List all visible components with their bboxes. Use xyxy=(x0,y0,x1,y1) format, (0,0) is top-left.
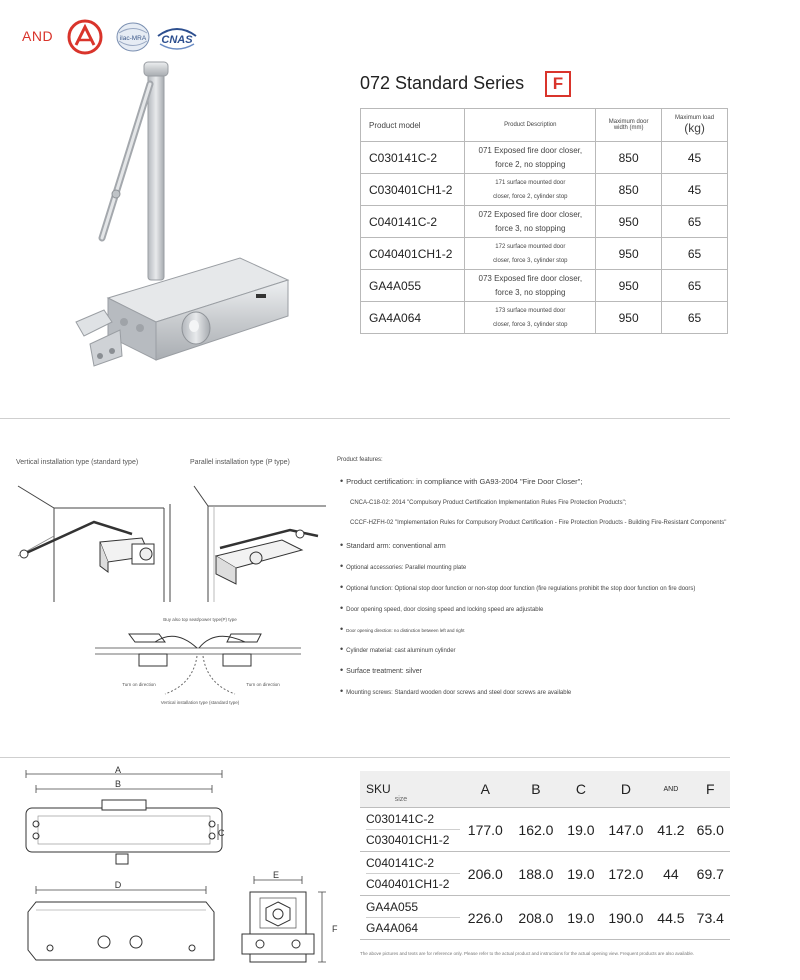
dimension-drawing-front xyxy=(14,764,246,974)
series-title: 072 Standard Series xyxy=(360,73,525,93)
row-d: 172.0 xyxy=(601,852,652,896)
row-d: 190.0 xyxy=(601,896,652,940)
row-sku: C040141C-2 C040401CH1-2 xyxy=(360,852,460,896)
row-e: 41.2 xyxy=(651,808,690,852)
row-d: 147.0 xyxy=(601,808,652,852)
row-f: 65.0 xyxy=(691,808,730,852)
header-c: C xyxy=(561,771,600,808)
row-description: 173 surface mounted door closer, force 3, cylinder stop xyxy=(465,302,596,334)
row-width: 950 xyxy=(596,270,662,302)
features-title: Product features: xyxy=(337,457,383,463)
spec-header-row xyxy=(361,109,728,142)
row-description: 171 surface mounted door closer, force 2, cylinder stop xyxy=(465,174,596,206)
table-row xyxy=(360,896,730,940)
ilac-logo-text: ilac-MRA xyxy=(119,35,147,42)
header-max-load-load: load xyxy=(702,115,715,121)
row-description: 072 Exposed fire door closer, force 3, no stopping xyxy=(465,206,596,238)
list-item: • Door opening direction: no distinction between left and right xyxy=(340,624,465,634)
list-item: • Product certification: in compliance with GA93-2004 "Fire Door Closer"; xyxy=(340,476,583,486)
row-model: C030141C-2 xyxy=(361,142,465,174)
door-closer-product-image xyxy=(60,60,300,380)
row-c: 19.0 xyxy=(561,808,600,852)
row-model: GA4A055 xyxy=(361,270,465,302)
header-max-load-top: Maximum xyxy=(675,115,702,121)
row-a: 177.0 xyxy=(460,808,511,852)
door-opening-top-view-diagram xyxy=(95,612,305,708)
dim-d-label: D xyxy=(114,880,122,890)
list-item: • Surface treatment: silver xyxy=(340,665,423,675)
list-item: CNCA-C18-02: 2014 "Compulsory Product Certification Implementation Rules Fire Protection Products"; xyxy=(350,500,627,506)
section-divider xyxy=(0,757,730,758)
header-and: AND xyxy=(651,771,690,808)
header-f: F xyxy=(691,771,730,808)
list-item: • Door opening speed, door closing speed and locking speed are adjustable xyxy=(340,603,544,613)
header-max-width xyxy=(596,109,662,142)
header-a: A xyxy=(460,771,511,808)
row-f: 73.4 xyxy=(691,896,730,940)
row-a: 226.0 xyxy=(460,896,511,940)
ilac-mra-logo xyxy=(114,20,152,54)
dim-a-label: A xyxy=(114,765,122,775)
row-description: 073 Exposed fire door closer, force 3, no stopping xyxy=(465,270,596,302)
row-model: C040141C-2 xyxy=(361,206,465,238)
ccc-certification-logo xyxy=(66,18,104,56)
header-max-width-bottom: width (mm) xyxy=(613,125,644,131)
left-direction-label: Turn on direction xyxy=(122,682,156,687)
bottom-installation-note: Vertical installation type (standard type) xyxy=(160,700,240,705)
row-width: 850 xyxy=(596,174,662,206)
row-b: 162.0 xyxy=(511,808,562,852)
header-max-width-top: Maximum door xyxy=(608,119,649,125)
row-model: C040401CH1-2 xyxy=(361,238,465,270)
header-size-sub: size xyxy=(394,796,408,803)
table-row xyxy=(361,270,728,302)
header-product-model: Product model xyxy=(361,109,465,142)
row-sku: GA4A055 GA4A064 xyxy=(360,896,460,940)
header-max-load-unit: (kg) xyxy=(684,121,705,135)
row-description: 172 surface mounted door closer, force 3, cylinder stop xyxy=(465,238,596,270)
header-product-description: Product Description xyxy=(465,109,596,142)
size-table xyxy=(360,771,730,940)
row-load: 65 xyxy=(662,206,728,238)
row-load: 65 xyxy=(662,238,728,270)
row-width: 850 xyxy=(596,142,662,174)
header-sku: $SKU_{size}$ xyxy=(360,771,460,808)
row-e: 44.5 xyxy=(651,896,690,940)
row-width: 950 xyxy=(596,302,662,334)
row-load: 45 xyxy=(662,174,728,206)
vertical-installation-label: Vertical installation type (standard type) xyxy=(16,459,139,466)
row-c: 19.0 xyxy=(561,896,600,940)
list-item: • Cylinder material: cast aluminum cylinder xyxy=(340,644,456,654)
header-max-load xyxy=(662,109,728,142)
top-seat-note: Buy also top seat/power type(P) type xyxy=(163,617,237,622)
list-item: • Mounting screws: Standard wooden door screws and steel door screws are available xyxy=(340,686,572,696)
list-item: • Optional function: Optional stop door function or non-stop door function (fire regulations prohibit the stop door function on fire doors) xyxy=(340,582,696,592)
and-label: AND xyxy=(22,28,54,44)
section-divider xyxy=(0,418,730,419)
footnote: The above pictures and texts are for reference only. Please refer to the actual product and instructions for the actual opening view. Frequent products are also available. xyxy=(360,951,695,956)
right-direction-label: Turn on direction xyxy=(246,682,280,687)
size-header-row xyxy=(360,771,730,808)
table-row xyxy=(361,302,728,334)
parallel-installation-diagram xyxy=(190,476,330,606)
dim-b-label: B xyxy=(114,779,122,789)
cnas-logo xyxy=(154,24,200,54)
dim-c-label: C xyxy=(218,828,225,838)
row-model: C030401CH1-2 xyxy=(361,174,465,206)
list-item: • Standard arm: conventional arm xyxy=(340,540,446,550)
table-row xyxy=(361,238,728,270)
list-item: • Optional accessories: Parallel mounting plate xyxy=(340,561,467,571)
parallel-installation-label: Parallel installation type (P type) xyxy=(190,459,290,466)
table-row xyxy=(360,808,730,852)
header-d: D xyxy=(601,771,652,808)
row-sku: C030141C-2 C030401CH1-2 xyxy=(360,808,460,852)
dim-f-label: F xyxy=(332,924,338,934)
row-b: 208.0 xyxy=(511,896,562,940)
table-row xyxy=(361,142,728,174)
row-load: 65 xyxy=(662,270,728,302)
row-description: 071 Exposed fire door closer, force 2, no stopping xyxy=(465,142,596,174)
fire-rating-badge: F xyxy=(545,71,571,97)
row-load: 45 xyxy=(662,142,728,174)
row-width: 950 xyxy=(596,206,662,238)
row-f: 69.7 xyxy=(691,852,730,896)
spec-table xyxy=(360,108,728,334)
table-row xyxy=(361,174,728,206)
vertical-installation-diagram xyxy=(14,476,174,606)
row-model: GA4A064 xyxy=(361,302,465,334)
table-row xyxy=(360,852,730,896)
row-c: 19.0 xyxy=(561,852,600,896)
row-load: 65 xyxy=(662,302,728,334)
dim-e-label: E xyxy=(272,870,280,880)
row-width: 950 xyxy=(596,238,662,270)
list-item: CCCF-HZFH-02 "Implementation Rules for Compulsory Product Certification - Fire Protection Products - Building Fire-Resistant Components" xyxy=(350,520,727,526)
row-b: 188.0 xyxy=(511,852,562,896)
table-row xyxy=(361,206,728,238)
row-e: 44 xyxy=(651,852,690,896)
size-table-container xyxy=(360,771,730,943)
dimension-drawing-side xyxy=(236,868,352,972)
row-a: 206.0 xyxy=(460,852,511,896)
cnas-logo-text: CNAS xyxy=(161,34,193,46)
header-b: B xyxy=(511,771,562,808)
